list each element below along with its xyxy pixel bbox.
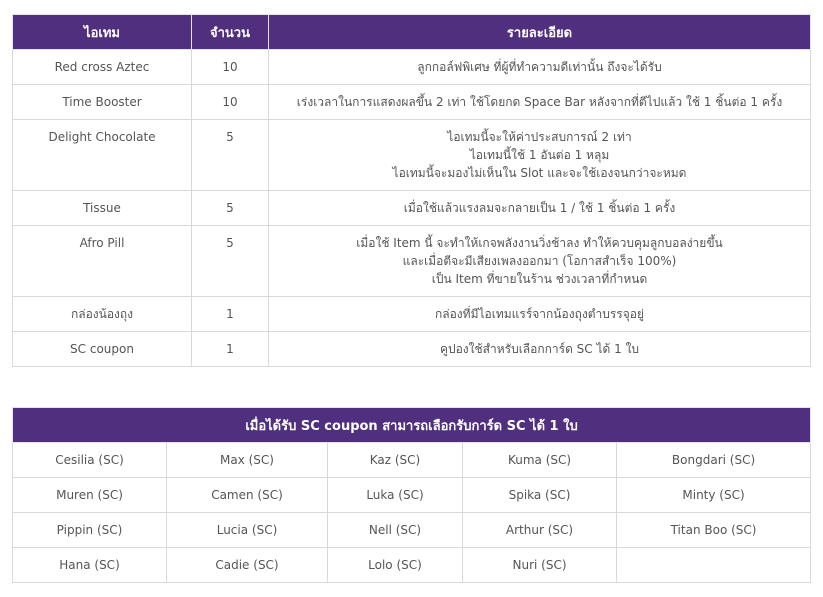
- description-line: ไอเทมนี้จะมองไม่เห็นใน Slot และจะใช้เองจนกว่าจะหมด: [392, 166, 687, 180]
- table-row: [13, 332, 811, 367]
- item-name-cell: Afro Pill: [13, 226, 192, 297]
- items-header-row: [13, 15, 811, 50]
- item-description-cell: [269, 191, 811, 226]
- sc-card-cell: Pippin (SC): [13, 513, 167, 548]
- sc-card-cell: Kaz (SC): [328, 443, 463, 478]
- item-name-cell: SC coupon: [13, 332, 192, 367]
- table-row: [13, 443, 811, 478]
- header-quantity: จำนวน: [192, 15, 269, 50]
- sc-card-cell: Max (SC): [167, 443, 328, 478]
- sc-card-cell: Lucia (SC): [167, 513, 328, 548]
- description-line: กล่องที่มีไอเทมแรร์จากน้องถุงตำบรรจุอยู่: [434, 307, 645, 321]
- sc-card-cell: Arthur (SC): [463, 513, 617, 548]
- description-line: เมื่อใช้ Item นี้ จะทำให้เกจพลังงานวิ่งช้าลง ทำให้ควบคุมลูกบอลง่ายขึ้น: [356, 236, 723, 250]
- table-row: [13, 85, 811, 120]
- description-line: ไอเทมนี้ใช้ 1 อันต่อ 1 หลุม: [469, 148, 610, 162]
- sc-card-cell: Hana (SC): [13, 548, 167, 583]
- item-quantity-cell: 5: [192, 226, 269, 297]
- sc-card-cell: Bongdari (SC): [617, 443, 811, 478]
- item-quantity-cell: 1: [192, 297, 269, 332]
- header-description: รายละเอียด: [269, 15, 811, 50]
- coupon-header-row: [13, 408, 811, 443]
- description-line: และเมื่อตีจะมีเสียงเพลงออกมา (โอกาสสำเร็จ 100%): [402, 254, 677, 268]
- item-quantity-cell: 10: [192, 50, 269, 85]
- item-description-cell: [269, 50, 811, 85]
- description-line: คูปองใช้สำหรับเลือกการ์ด SC ได้ 1 ใบ: [439, 342, 640, 356]
- table-row: [13, 513, 811, 548]
- table-row: [13, 548, 811, 583]
- sc-card-cell: Camen (SC): [167, 478, 328, 513]
- table-row: [13, 478, 811, 513]
- description-line: ไอเทมนี้จะให้ค่าประสบการณ์ 2 เท่า: [447, 130, 632, 144]
- item-name-cell: Delight Chocolate: [13, 120, 192, 191]
- item-description-cell: [269, 297, 811, 332]
- sc-card-cell: Cadie (SC): [167, 548, 328, 583]
- item-quantity-cell: 5: [192, 191, 269, 226]
- item-quantity-cell: 5: [192, 120, 269, 191]
- item-name-cell: Tissue: [13, 191, 192, 226]
- description-line: เร่งเวลาในการแสดงผลขึ้น 2 เท่า ใช้โดยกด Space Bar หลังจากที่ตีไปแล้ว ใช้ 1 ชิ้นต่อ 1 ครั้ง: [296, 95, 783, 109]
- item-name-cell: กล่องน้องถุง: [13, 297, 192, 332]
- sc-card-cell: [617, 548, 811, 583]
- table-row: [13, 226, 811, 297]
- items-table: [12, 14, 811, 367]
- sc-card-cell: Spika (SC): [463, 478, 617, 513]
- sc-card-cell: Titan Boo (SC): [617, 513, 811, 548]
- item-description-cell: [269, 120, 811, 191]
- description-line: ลูกกอล์ฟพิเศษ ที่ผู้ที่ทำความดีเท่านั้น ถึงจะได้รับ: [417, 60, 662, 74]
- sc-card-cell: Nuri (SC): [463, 548, 617, 583]
- item-description-cell: [269, 226, 811, 297]
- table-row: [13, 191, 811, 226]
- sc-card-cell: Luka (SC): [328, 478, 463, 513]
- table-row: [13, 50, 811, 85]
- item-quantity-cell: 10: [192, 85, 269, 120]
- item-name-cell: Red cross Aztec: [13, 50, 192, 85]
- sc-card-cell: Kuma (SC): [463, 443, 617, 478]
- sc-card-cell: Lolo (SC): [328, 548, 463, 583]
- table-row: [13, 120, 811, 191]
- item-quantity-cell: 1: [192, 332, 269, 367]
- sc-card-cell: Cesilia (SC): [13, 443, 167, 478]
- sc-card-cell: Nell (SC): [328, 513, 463, 548]
- item-description-cell: [269, 85, 811, 120]
- table-row: [13, 297, 811, 332]
- coupon-header: เมื่อได้รับ SC coupon สามารถเลือกรับการ์ด SC ได้ 1 ใบ: [13, 408, 811, 443]
- header-item: ไอเทม: [13, 15, 192, 50]
- sc-card-cell: Minty (SC): [617, 478, 811, 513]
- description-line: เป็น Item ที่ขายในร้าน ช่วงเวลาที่กำหนด: [431, 272, 648, 286]
- sc-card-cell: Muren (SC): [13, 478, 167, 513]
- item-description-cell: [269, 332, 811, 367]
- item-name-cell: Time Booster: [13, 85, 192, 120]
- coupon-table: [12, 407, 811, 583]
- description-line: เมื่อใช้แล้วแรงลมจะกลายเป็น 1 / ใช้ 1 ชิ้นต่อ 1 ครั้ง: [403, 201, 676, 215]
